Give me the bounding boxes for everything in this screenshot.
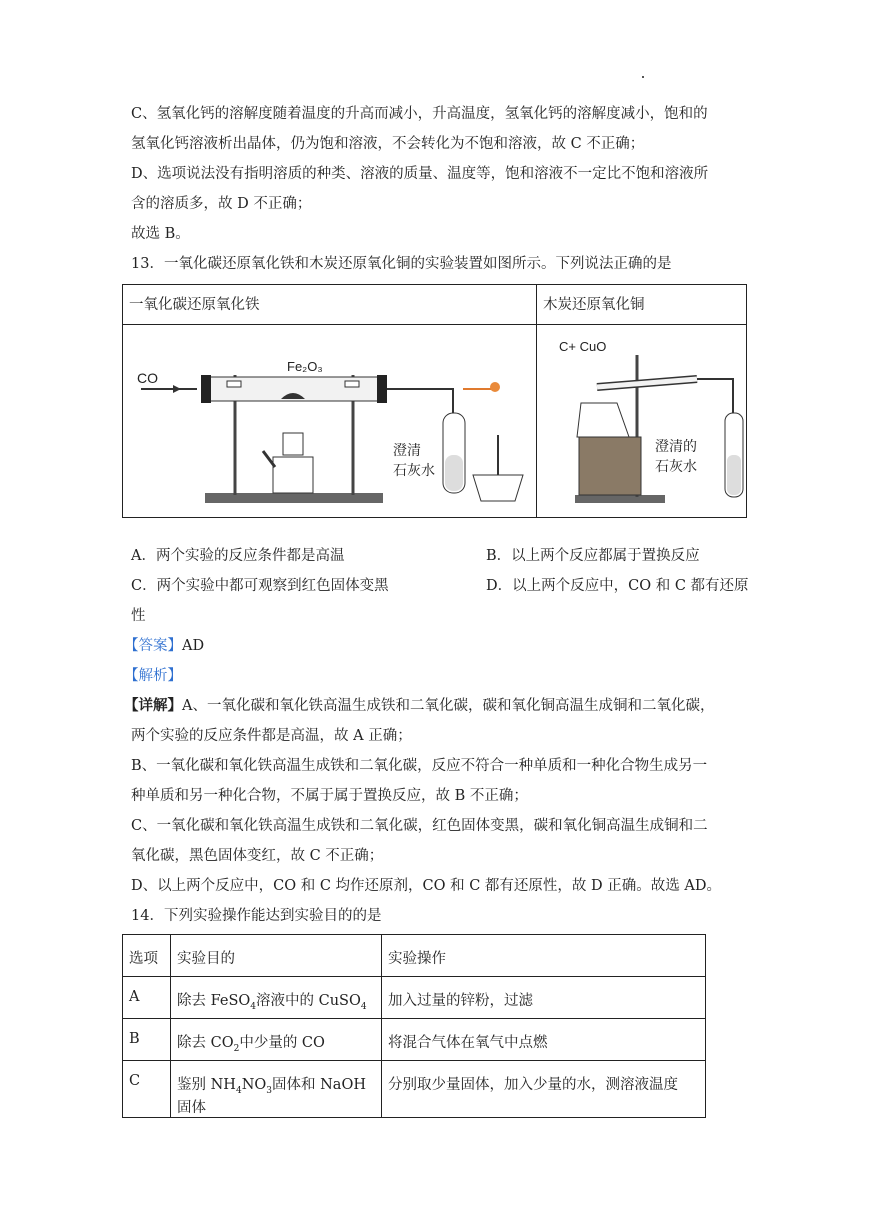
outlet-tube — [387, 389, 453, 415]
explanation-1: A、一氧化碳和氧化铁高温生成铁和二氧化碳，碳和氧化铜高温生成铜和二氧化碳， — [182, 698, 715, 714]
q14-table — [122, 934, 706, 1118]
q13-option-d-cont: 性 — [131, 608, 146, 624]
limewater-1 — [445, 455, 463, 491]
header-operation: 实验操作 — [382, 935, 706, 977]
table-header-row — [123, 935, 706, 977]
row-c-goal: 鉴别 $NH_4NO_3$固体和 NaOH 固体 — [171, 1061, 382, 1118]
explanation-7: D、以上两个反应中，CO 和 C 均作还原剂，CO 和 C 都有还原性，故 D 正确。故选 AD。 — [131, 878, 721, 894]
q14-stem: 14．下列实验操作能达到实验目的的是 — [131, 908, 382, 924]
para-d-line1: D、选项说法没有指明溶质的种类、溶液的质量、温度等，饱和溶液不一定比不饱和溶液所 — [131, 166, 709, 182]
row-c-option: C — [123, 1061, 171, 1118]
q13-option-b: B．以上两个反应都属于置换反应 — [486, 548, 700, 564]
co-arrow — [173, 385, 181, 393]
detail-tag: 【详解】 — [124, 697, 182, 714]
limewater-label-2a: 澄清的 — [655, 439, 697, 455]
explanation-3: B、一氧化碳和氧化铁高温生成铁和二氧化碳，反应不符合一种单质和一种化合物生成另一 — [131, 758, 708, 774]
answer-line — [124, 636, 204, 656]
answer-value: AD — [182, 638, 205, 654]
explanation-6: 氧化碳，黑色固体变红，故 C 不正确； — [131, 848, 384, 864]
row-b-option: B — [123, 1019, 171, 1061]
explanation-4: 种单质和另一种化合物，不属于属于置换反应，故 B 不正确； — [131, 788, 528, 804]
co-label: CO — [137, 370, 158, 386]
limewater-label-1b: 石灰水 — [393, 463, 435, 479]
table-row — [123, 1019, 706, 1061]
fe2o3-label: Fe₂O₃ — [287, 359, 323, 374]
table-row — [123, 1061, 706, 1118]
table-row — [123, 977, 706, 1019]
clamp-1 — [227, 381, 241, 387]
burning-flame — [490, 382, 500, 392]
burner-nozzle — [283, 433, 303, 455]
q13-figure-table — [122, 284, 747, 518]
limewater-2 — [727, 455, 741, 495]
row-a-goal: 除去 FeSO$_4$溶液中的 CuSO$_4$ — [171, 977, 382, 1019]
q13-option-a: A．两个实验的反应条件都是高温 — [131, 548, 345, 564]
outlet-tube-2 — [697, 379, 733, 415]
lamp-2 — [577, 403, 629, 437]
explanation-2: 两个实验的反应条件都是高温，故 A 正确； — [131, 728, 412, 744]
q13-col2-header: 木炭还原氧化铜 — [537, 285, 747, 325]
wood-block — [579, 437, 641, 495]
row-b-goal: 除去 $CO_2$中少量的 CO — [171, 1019, 382, 1061]
para-c-line2: 氢氧化钙溶液析出晶体，仍为饱和溶液，不会转化为不饱和溶液，故 C 不正确； — [131, 136, 645, 152]
fig1-cell — [123, 325, 537, 518]
para-select: 故选 B。 — [131, 226, 190, 242]
para-d-line2: 含的溶质多，故 D 不正确； — [131, 196, 312, 212]
q13-option-d: D．以上两个反应中，CO 和 C 都有还原 — [486, 578, 749, 594]
row-a-option: A — [123, 977, 171, 1019]
stopper-left — [201, 375, 211, 403]
limewater-label-2b: 石灰水 — [655, 459, 697, 475]
co-reduction-apparatus — [123, 325, 535, 513]
detail-line1 — [124, 696, 714, 716]
q13-option-c: C．两个实验中都可观察到红色固体变黑 — [131, 578, 389, 594]
answer-tag: 【答案】 — [124, 638, 182, 654]
ccuo-label: C+ CuO — [559, 339, 607, 354]
header-option: 选项 — [123, 935, 171, 977]
row-b-operation: 将混合气体在氧气中点燃 — [382, 1019, 706, 1061]
analysis-tag: 【解析】 — [124, 668, 182, 684]
para-c-line1: C、氢氧化钙的溶解度随着温度的升高而减小，升高温度，氢氧化钙的溶解度减小，饱和的 — [131, 106, 708, 122]
q13-col1-header: 一氧化碳还原氧化铁 — [123, 285, 537, 325]
header-goal: 实验目的 — [171, 935, 382, 977]
stand-base-1 — [205, 493, 383, 503]
row-a-operation: 加入过量的锌粉，过滤 — [382, 977, 706, 1019]
row-c-operation: 分别取少量固体，加入少量的水，测溶液温度 — [382, 1061, 706, 1118]
limewater-label-1a: 澄清 — [393, 443, 421, 459]
carbon-reduction-apparatus — [537, 325, 745, 513]
fig2-cell — [537, 325, 747, 518]
alcohol-lamp — [473, 475, 523, 501]
stopper-right — [377, 375, 387, 403]
page-dot — [642, 76, 644, 78]
burner-body — [273, 457, 313, 493]
q13-stem: 13．一氧化碳还原氧化铁和木炭还原氧化铜的实验装置如图所示。下列说法正确的是 — [131, 256, 672, 272]
explanation-5: C、一氧化碳和氧化铁高温生成铁和二氧化碳，红色固体变黑，碳和氧化铜高温生成铜和二 — [131, 818, 708, 834]
clamp-2 — [345, 381, 359, 387]
stand-base-2 — [575, 495, 665, 503]
